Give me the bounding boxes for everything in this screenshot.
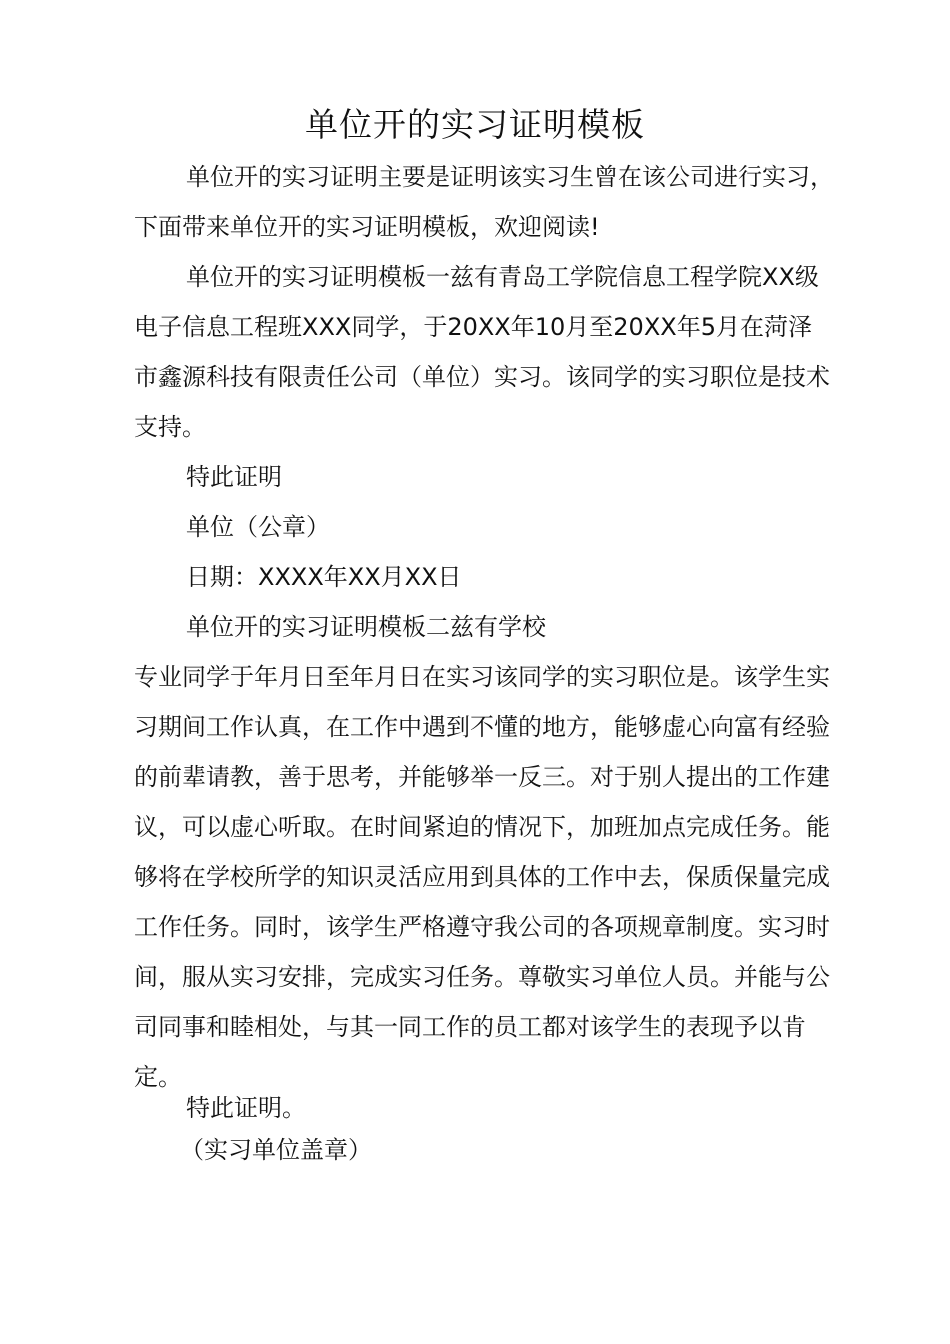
template2-body: 专业同学于年月日至年月日在实习该同学的实习职位是。该学生实习期间工作认真，在工作中遇到不懂的地方，能够虚心向富有经验的前辈请教，善于思考，并能够举一反三。对于别人提出的工作建议，可以虚心听取。在时间紧迫的情况下，加班加点完成任务。能够将在学校所学的知识灵活应用到具体的工作中去，保质保量完成工作任务。同时，该学生严格遵守我公司的各项规章制度。实习时间，服从实习安排，完成实习任务。尊敬实习单位人员。并能与公司同事和睦相处，与其一同工作的员工都对该学生的表现予以肯定。 <box>134 663 830 1091</box>
document-title: 单位开的实习证明模板 <box>305 105 645 144</box>
template1-seal: 单位（公章） <box>186 513 330 541</box>
template1-body: 单位开的实习证明模板一兹有青岛工学院信息工程学院XX级电子信息工程班XXX同学，于20XX年10月至20XX年5月在菏泽市鑫源科技有限责任公司（单位）实习。该同学的实习职位是技术支持。 <box>134 263 830 441</box>
template2-closing: 特此证明。 <box>186 1094 306 1122</box>
template2-seal: （实习单位盖章） <box>180 1136 372 1164</box>
intro-paragraph: 单位开的实习证明主要是证明该实习生曾在该公司进行实习，下面带来单位开的实习证明模板，欢迎阅读! <box>134 163 834 241</box>
template1-date: 日期：XXXX年XX月XX日 <box>186 563 462 591</box>
template2-heading: 单位开的实习证明模板二兹有学校 <box>186 613 546 641</box>
template1-closing: 特此证明 <box>186 463 282 491</box>
